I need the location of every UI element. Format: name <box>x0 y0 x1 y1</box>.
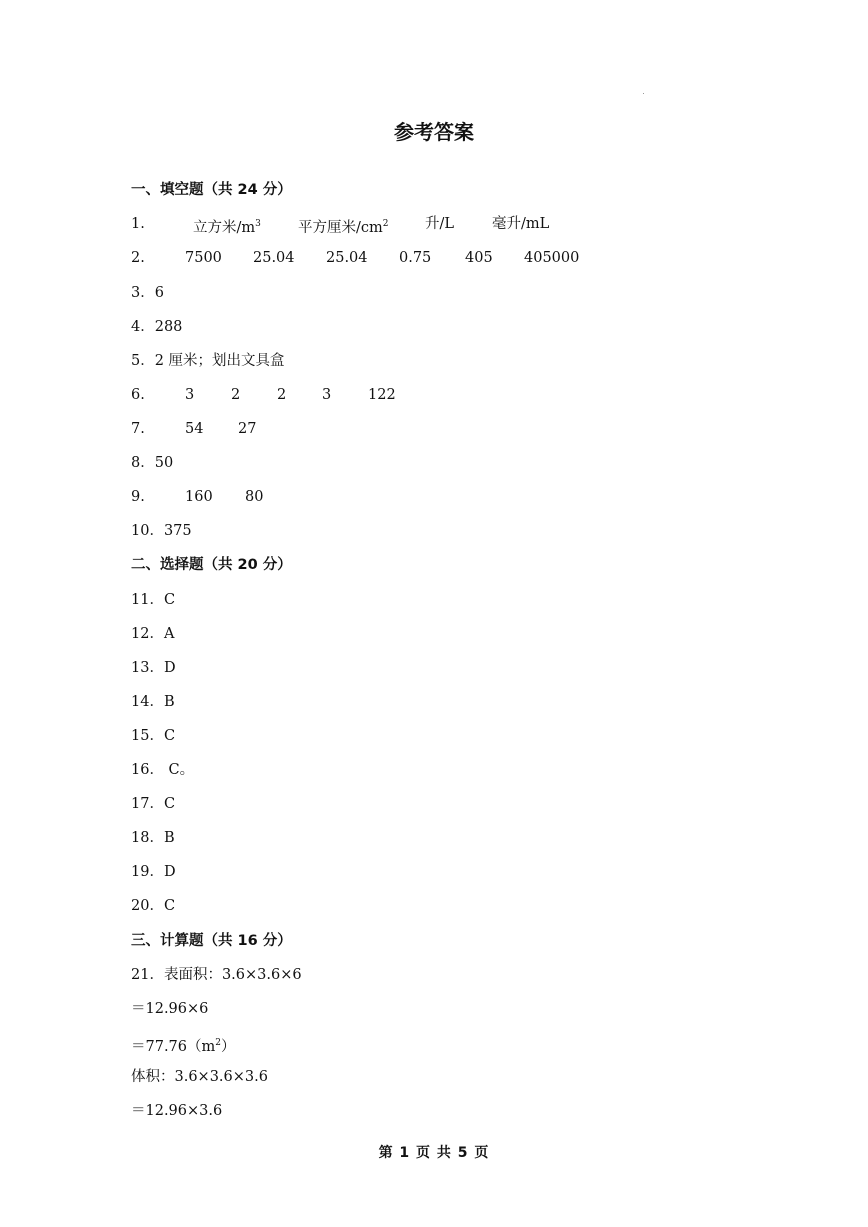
answer-9 <box>131 487 731 507</box>
answer-value: 2 <box>231 387 241 403</box>
answer-1-b: 平方厘米$/cm^2$ <box>298 219 389 236</box>
answer-8: 8．50 <box>131 455 174 471</box>
answer-value: 0.75 <box>399 250 432 266</box>
scan-speck <box>643 93 644 94</box>
answer-1-c: 升/L <box>425 216 455 232</box>
answer-1-a: 立方米$/m^3$ <box>193 219 261 236</box>
answer-5: 5．2 厘米；划出文具盒 <box>131 353 285 369</box>
answer-4: 4．288 <box>131 319 183 335</box>
answer-value: 3 <box>185 387 195 403</box>
answer-value: 2 <box>277 387 287 403</box>
answer-3: 3．6 <box>131 285 164 301</box>
question-number: 9. <box>131 489 145 505</box>
answer-1-d: 毫升/mL <box>492 216 550 232</box>
answer-18: 18．B <box>131 830 175 846</box>
answer-15: 15．C <box>131 728 176 744</box>
answer-21-line-5: ＝12.96×3.6 <box>131 1103 223 1119</box>
answer-12: 12．A <box>131 626 175 642</box>
answer-14: 14．B <box>131 694 175 710</box>
answer-value: 7500 <box>185 250 222 266</box>
answer-10: 10．375 <box>131 523 192 539</box>
answer-value: 160 <box>185 489 213 505</box>
section-heading-calculation: 三、计算题（共 16 分） <box>131 933 292 949</box>
answer-value: 405000 <box>524 250 580 266</box>
answer-value: 54 <box>185 421 204 437</box>
page-title: 参考答案 <box>394 120 474 144</box>
question-number: 6. <box>131 387 145 403</box>
answer-value: 122 <box>368 387 396 403</box>
question-number: 2. <box>131 250 145 266</box>
answer-value: 25.04 <box>326 250 368 266</box>
answer-7 <box>131 419 731 439</box>
answer-value: 405 <box>465 250 493 266</box>
answer-1 <box>131 214 731 234</box>
answer-21-line-1: 21．表面积：3.6×3.6×6 <box>131 967 302 983</box>
answer-2 <box>131 248 731 268</box>
answer-17: 17．C <box>131 796 176 812</box>
answer-16: 16． C。 <box>131 762 195 778</box>
answer-value: 80 <box>245 489 264 505</box>
answer-19: 19．D <box>131 864 176 880</box>
answer-value: 27 <box>238 421 257 437</box>
answer-value: 3 <box>322 387 332 403</box>
answer-value: 25.04 <box>253 250 295 266</box>
answer-21-line-4: 体积：3.6×3.6×3.6 <box>131 1069 268 1085</box>
answer-13: 13．D <box>131 660 176 676</box>
answer-11: 11．C <box>131 592 176 608</box>
answer-21-line-3: $=77.76(m^2)$ <box>131 1038 236 1055</box>
answer-21-line-2: ＝12.96×6 <box>131 1001 209 1017</box>
page-footer: 第 1 页 共 5 页 <box>378 1145 490 1161</box>
section-heading-fill-blank: 一、填空题（共 24 分） <box>131 182 292 198</box>
question-number: 1. <box>131 216 145 232</box>
answer-20: 20．C <box>131 898 176 914</box>
section-heading-multiple-choice: 二、选择题（共 20 分） <box>131 557 292 573</box>
question-number: 7. <box>131 421 145 437</box>
answer-6 <box>131 385 731 405</box>
